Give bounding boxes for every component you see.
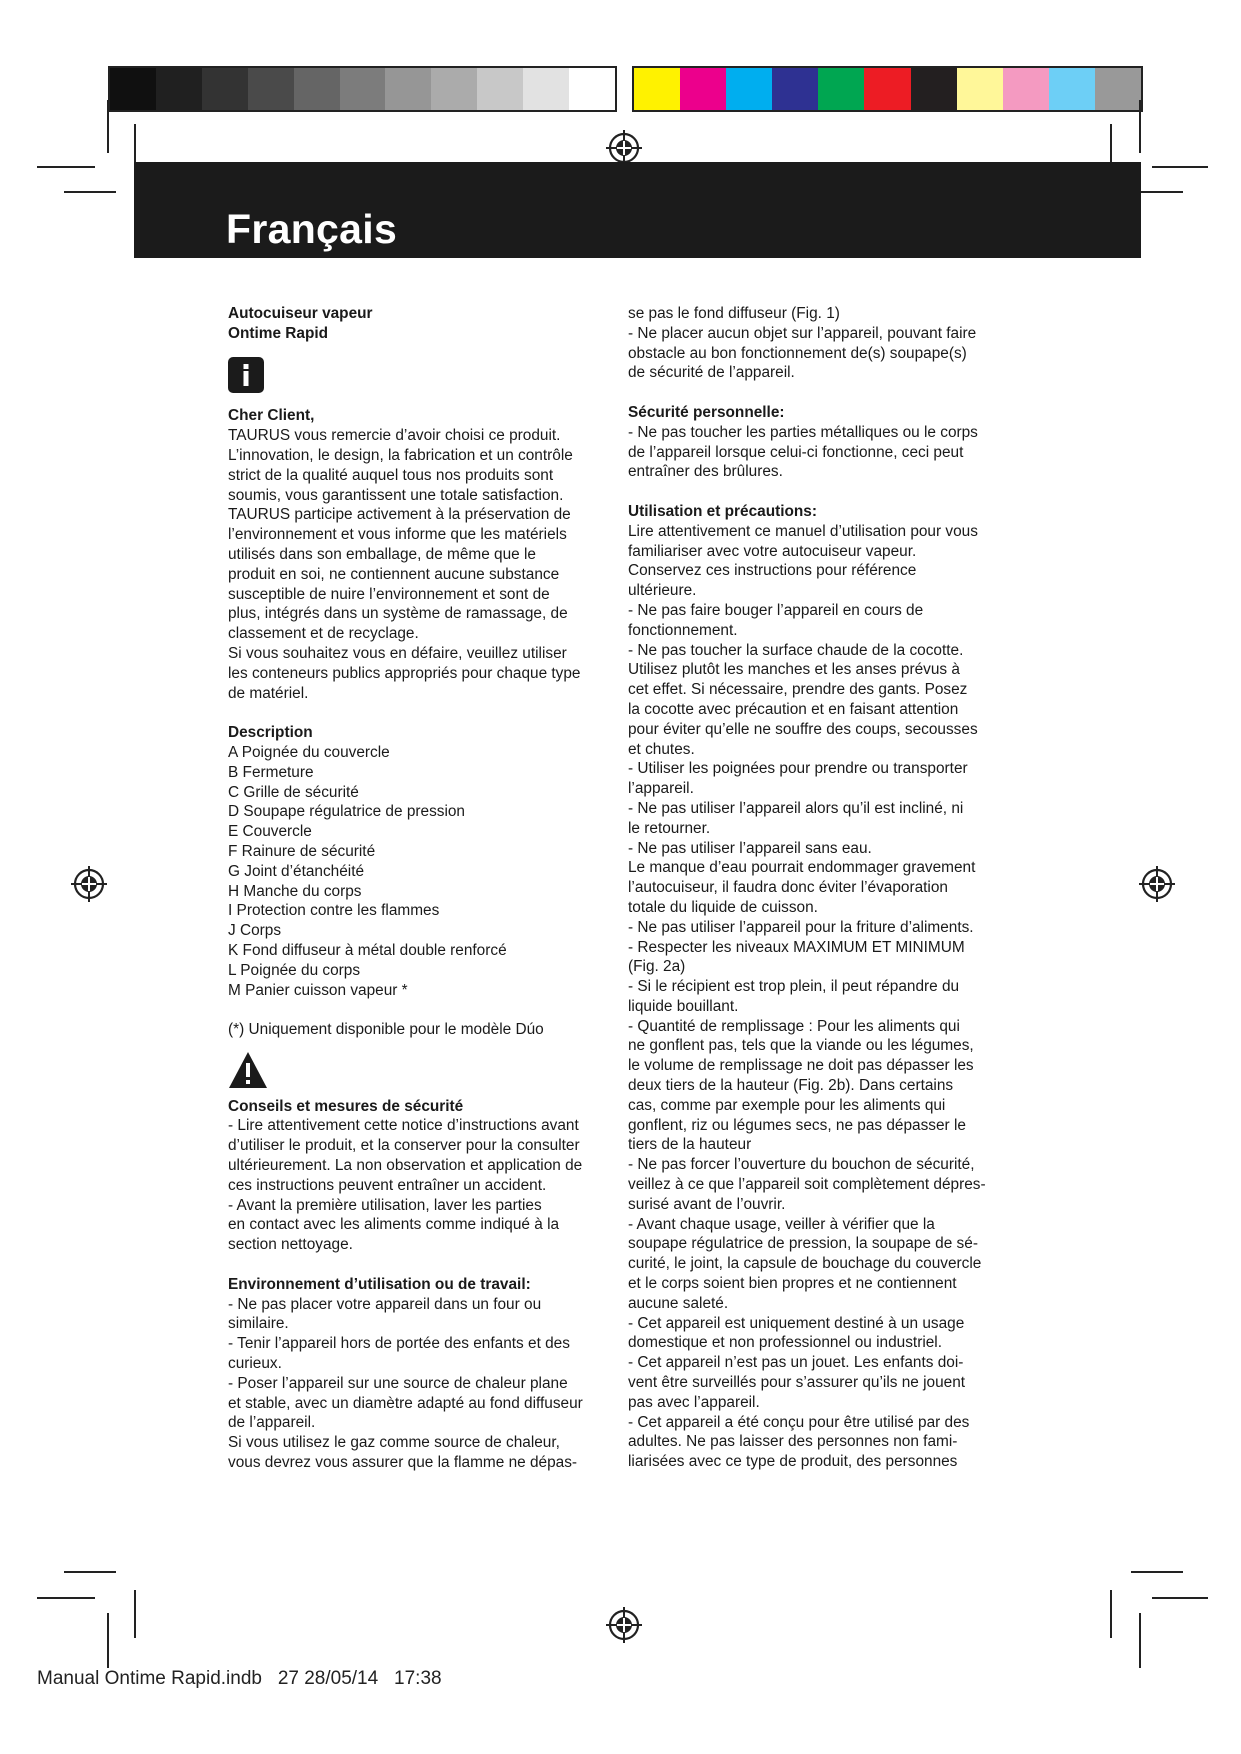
color-swatch	[156, 68, 202, 110]
continued-paragraph	[628, 304, 1018, 383]
safety-heading: Conseils et mesures de sécurité	[228, 1097, 464, 1115]
text-line: liarisées avec ce type de produit, des personnes	[628, 1453, 958, 1471]
crop-mark	[1152, 1597, 1208, 1599]
text-line: pour éviter qu’elle ne souffre des coups, secousses	[628, 720, 978, 738]
intro-paragraph	[228, 426, 618, 703]
crop-mark	[64, 1571, 116, 1573]
text-line: classement et de recyclage.	[228, 625, 419, 643]
registration-mark-icon	[1137, 864, 1177, 904]
color-swatch	[248, 68, 294, 110]
text-line: et chutes.	[628, 740, 695, 758]
crop-mark	[134, 1590, 136, 1638]
text-line: l’environnement et vous informe que les matériels	[228, 526, 567, 544]
text-line: d’utiliser le produit, et la conserver pour la consulter	[228, 1137, 580, 1155]
color-swatch	[569, 68, 615, 110]
text-line: - Cet appareil est uniquement destiné à un usage	[628, 1314, 965, 1332]
slug-page: 27	[277, 1668, 299, 1689]
info-icon	[228, 357, 264, 393]
color-swatch	[1095, 68, 1141, 110]
text-line: aucune saleté.	[628, 1294, 729, 1312]
text-line: - Utiliser les poignées pour prendre ou transporter	[628, 760, 968, 778]
crop-mark	[1131, 1571, 1183, 1573]
text-line: L’innovation, le design, la fabrication et un contrôle	[228, 446, 573, 464]
text-line: de l’appareil lorsque celui-ci fonctionne, ceci peut	[628, 443, 964, 461]
color-swatch	[634, 68, 680, 110]
color-swatch	[911, 68, 957, 110]
color-swatch	[818, 68, 864, 110]
text-line: - Ne placer aucun objet sur l’appareil, pouvant faire	[628, 324, 977, 342]
text-line: plus, intégrés dans un système de ramassage, de	[228, 605, 568, 623]
text-line: - Ne pas toucher les parties métalliques ou le corps	[628, 423, 978, 441]
text-line: - Cet appareil n’est pas un jouet. Les enfants doi-	[628, 1354, 964, 1372]
text-line: TAURUS vous remercie d’avoir choisi ce produit.	[228, 427, 561, 445]
text-line: H Manche du corps	[228, 882, 362, 900]
text-line: tiers de la hauteur	[628, 1136, 752, 1154]
text-line: produit en soi, ne contiennent aucune substance	[228, 565, 560, 583]
text-line: cet effet. Si nécessaire, prendre des gants. Posez	[628, 681, 968, 699]
text-line: K Fond diffuseur à métal double renforcé	[228, 941, 507, 959]
text-line: E Couvercle	[228, 823, 312, 841]
text-line: le retourner.	[628, 819, 711, 837]
text-line: soumis, vous garantissent une totale satisfaction.	[228, 486, 564, 504]
text-line: ne gonflent pas, tels que la viande ou les légumes,	[628, 1037, 974, 1055]
left-column	[228, 304, 618, 1473]
text-line: - Quantité de remplissage : Pour les aliments qui	[628, 1017, 960, 1035]
text-line: - Avant chaque usage, veiller à vérifier que la	[628, 1215, 935, 1233]
text-line: soupape régulatrice de pression, la soupape de sé-	[628, 1235, 978, 1253]
color-swatch	[864, 68, 910, 110]
description-list	[228, 743, 618, 1000]
text-line: et stable, avec un diamètre adapté au fond diffuseur	[228, 1394, 583, 1412]
color-swatch	[1049, 68, 1095, 110]
text-line: et le corps soient bien propres et ne contiennent	[628, 1275, 957, 1293]
crop-mark	[64, 191, 116, 193]
product-model: Ontime Rapid	[228, 324, 329, 342]
text-line: B Fermeture	[228, 763, 314, 781]
text-line: gonflent, riz ou légumes secs, ne pas dépasser le	[628, 1116, 966, 1134]
text-line: M Panier cuisson vapeur *	[228, 981, 408, 999]
text-line: liquide bouillant.	[628, 997, 739, 1015]
crop-mark	[1152, 166, 1208, 168]
personal-safety-heading: Sécurité personnelle:	[628, 403, 785, 421]
text-line: les conteneurs publics appropriés pour chaque type	[228, 664, 581, 682]
text-line: I Protection contre les flammes	[228, 902, 440, 920]
slug-file: Manual Ontime Rapid.indb	[37, 1668, 262, 1689]
slug-time: 17:38	[394, 1668, 442, 1689]
text-line: similaire.	[228, 1315, 289, 1333]
registration-mark-icon	[604, 1605, 644, 1645]
text-line: A Poignée du couvercle	[228, 743, 390, 761]
text-line: Le manque d’eau pourrait endommager gravement	[628, 859, 976, 877]
text-line: de sécurité de l’appareil.	[628, 364, 795, 382]
text-line: se pas le fond diffuseur (Fig. 1)	[628, 305, 840, 322]
crop-mark	[37, 166, 95, 168]
text-line: - Tenir l’appareil hors de portée des enfants et des	[228, 1335, 570, 1353]
safety-paragraph	[228, 1116, 618, 1255]
color-swatch	[294, 68, 340, 110]
registration-mark-icon	[69, 864, 109, 904]
text-line: Si vous souhaitez vous en défaire, veuillez utiliser	[228, 644, 567, 662]
environment-heading: Environnement d’utilisation ou de travail:	[228, 1275, 531, 1293]
text-line: - Lire attentivement cette notice d’instructions avant	[228, 1117, 579, 1135]
text-line: - Ne pas faire bouger l’appareil en cours de	[628, 601, 924, 619]
product-title: Autocuiseur vapeur	[228, 305, 373, 322]
color-swatch	[202, 68, 248, 110]
text-line: curité, le joint, la capsule de bouchage du couvercle	[628, 1255, 982, 1273]
text-line: totale du liquide de cuisson.	[628, 898, 818, 916]
text-line: (Fig. 2a)	[628, 958, 686, 976]
personal-safety-paragraph	[628, 423, 1018, 482]
color-swatch	[523, 68, 569, 110]
text-line: surisé avant de l’ouvrir.	[628, 1195, 786, 1213]
text-line: - Respecter les niveaux MAXIMUM ET MINIMUM	[628, 938, 965, 956]
text-line: en contact avec les aliments comme indiqué à la	[228, 1216, 560, 1234]
crop-mark	[37, 1597, 95, 1599]
color-swatch	[385, 68, 431, 110]
text-line: deux tiers de la hauteur (Fig. 2b). Dans certains	[628, 1077, 954, 1095]
text-line: veillez à ce que l’appareil soit complètement dépres-	[628, 1176, 986, 1194]
crop-mark	[107, 1613, 109, 1668]
footnote: (*) Uniquement disponible pour le modèle Dúo	[228, 1021, 544, 1039]
text-line: vous devrez vous assurer que la flamme ne dépas-	[228, 1454, 578, 1472]
text-line: - Avant la première utilisation, laver les parties	[228, 1196, 542, 1214]
text-line: J Corps	[228, 922, 282, 940]
language-header-band	[134, 162, 1141, 258]
color-swatch	[680, 68, 726, 110]
grayscale-calibration-bar	[108, 66, 617, 112]
text-line: domestique et non professionnel ou industriel.	[628, 1334, 942, 1352]
text-line: - Si le récipient est trop plein, il peut répandre du	[628, 978, 960, 996]
text-line: entraîner des brûlures.	[628, 463, 783, 481]
text-line: cas, comme par exemple pour les aliments qui	[628, 1096, 946, 1114]
text-line: Si vous utilisez le gaz comme source de chaleur,	[228, 1434, 560, 1452]
environment-paragraph	[228, 1295, 618, 1473]
text-line: fonctionnement.	[628, 621, 738, 639]
text-line: - Ne pas toucher la surface chaude de la cocotte.	[628, 641, 964, 659]
color-swatch	[431, 68, 477, 110]
description-heading: Description	[228, 724, 313, 742]
text-line: familiariser avec votre autocuiseur vapeur.	[628, 542, 917, 560]
text-line: l’autocuiseur, il faudra donc éviter l’évaporation	[628, 879, 948, 897]
text-line: susceptible de nuire l’environnement et sont de	[228, 585, 550, 603]
text-line: L Poignée du corps	[228, 961, 361, 979]
text-line: - Cet appareil a été conçu pour être utilisé par des	[628, 1413, 970, 1431]
text-line: de matériel.	[228, 684, 309, 702]
text-line: curieux.	[228, 1355, 282, 1373]
text-line: la cocotte avec précaution et en faisant attention	[628, 700, 959, 718]
crop-mark	[1110, 1590, 1112, 1638]
text-line: - Poser l’appareil sur une source de chaleur plane	[228, 1374, 568, 1392]
usage-heading: Utilisation et précautions:	[628, 502, 817, 520]
print-slug	[37, 1668, 442, 1690]
text-line: TAURUS participe activement à la préservation de	[228, 506, 571, 524]
text-line: D Soupape régulatrice de pression	[228, 803, 465, 821]
crop-mark	[1139, 100, 1141, 153]
text-line: obstacle au bon fonctionnement de(s) soupape(s)	[628, 344, 967, 362]
text-line: - Ne pas utiliser l’appareil alors qu’il est incliné, ni	[628, 799, 964, 817]
text-line: section nettoyage.	[228, 1236, 353, 1254]
text-line: C Grille de sécurité	[228, 783, 359, 801]
crop-mark	[1139, 1613, 1141, 1668]
text-line: utilisés dans son emballage, de même que le	[228, 545, 536, 563]
text-line: Lire attentivement ce manuel d’utilisation pour vous	[628, 522, 978, 540]
crop-mark	[107, 100, 109, 153]
text-line: G Joint d’étanchéité	[228, 862, 365, 880]
slug-date: 28/05/14	[304, 1668, 379, 1689]
usage-paragraph	[628, 522, 1018, 1472]
text-line: ces instructions peuvent entraîner un accident.	[228, 1176, 547, 1194]
color-swatch	[340, 68, 386, 110]
text-line: - Ne pas placer votre appareil dans un four ou	[228, 1295, 542, 1313]
text-line: le volume de remplissage ne doit pas dépasser les	[628, 1057, 974, 1075]
text-line: - Ne pas utiliser l’appareil pour la friture d’aliments.	[628, 918, 974, 936]
text-line: pas avec l’appareil.	[628, 1393, 760, 1411]
text-line: vent être surveillés pour s’assurer qu’ils ne jouent	[628, 1374, 966, 1392]
text-line: Utilisez plutôt les manches et les anses prévus à	[628, 661, 960, 679]
text-line: ultérieurement. La non observation et application de	[228, 1157, 583, 1175]
right-column	[628, 304, 1018, 1472]
text-line: de l’appareil.	[228, 1414, 316, 1432]
text-line: ultérieure.	[628, 582, 697, 600]
color-swatch	[772, 68, 818, 110]
color-swatch	[957, 68, 1003, 110]
text-line: l’appareil.	[628, 780, 694, 798]
color-swatch	[110, 68, 156, 110]
warning-icon	[228, 1051, 268, 1089]
page-title: Français	[226, 206, 398, 252]
text-line: F Rainure de sécurité	[228, 842, 376, 860]
color-swatch	[477, 68, 523, 110]
text-line: - Ne pas utiliser l’appareil sans eau.	[628, 839, 872, 857]
text-line: Conservez ces instructions pour référence	[628, 562, 917, 580]
color-calibration-bar	[632, 66, 1143, 112]
text-line: adultes. Ne pas laisser des personnes non fami-	[628, 1433, 958, 1451]
color-swatch	[1003, 68, 1049, 110]
greeting: Cher Client,	[228, 407, 315, 425]
text-line: - Ne pas forcer l’ouverture du bouchon de sécurité,	[628, 1156, 975, 1174]
color-swatch	[726, 68, 772, 110]
text-line: strict de la qualité auquel tous nos produits sont	[228, 466, 554, 484]
